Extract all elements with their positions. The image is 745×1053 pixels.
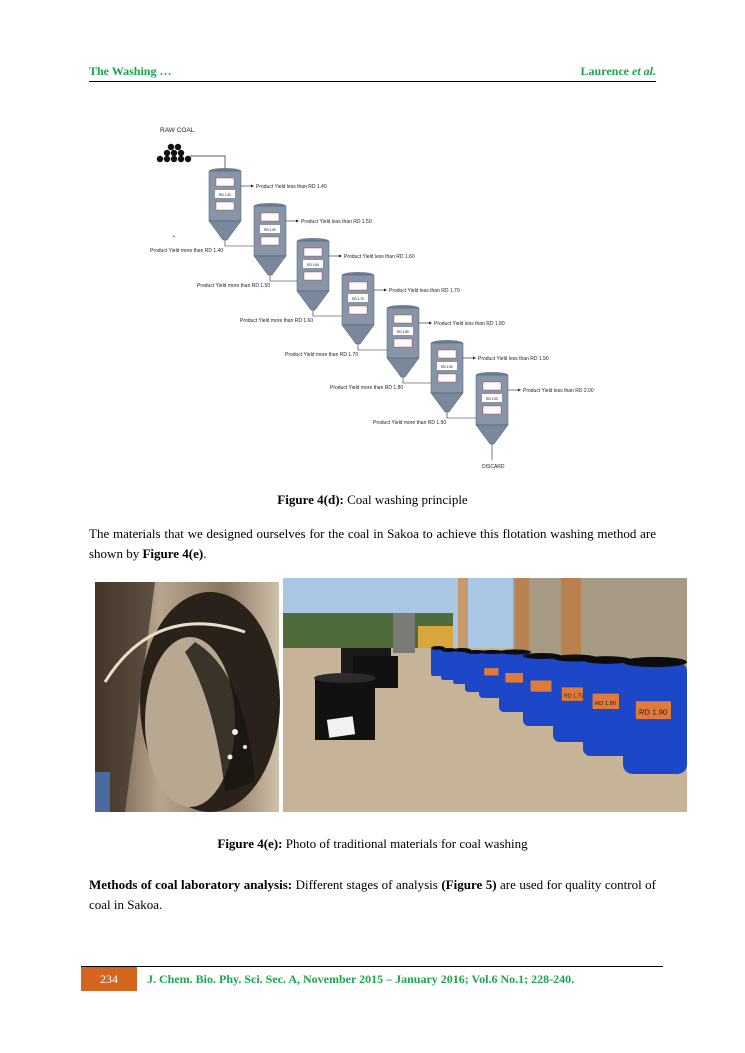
tank-cone-5 xyxy=(387,358,419,377)
sink-product-label-6: Product Yield more than RD 1.90 xyxy=(373,420,447,426)
barrel-label-2: RD 1.80 xyxy=(595,701,617,708)
tank-sink-box-2 xyxy=(261,237,279,245)
journal-citation: J. Chem. Bio. Phy. Sci. Sec. A, November 2015 – January 2016; Vol.6 No.1; 228-240. xyxy=(147,972,575,986)
barrel-label-3: RD 1.70 xyxy=(564,693,584,700)
tank-sink-box-3 xyxy=(304,272,322,280)
footer-rule xyxy=(81,966,663,967)
tank-sink-box-5 xyxy=(394,339,412,347)
header-rule xyxy=(89,81,656,82)
float-product-label-1: Product Yield less than RD 1.40 xyxy=(256,184,327,190)
tank-float-box-3 xyxy=(304,248,322,256)
tank-float-box-4 xyxy=(349,282,367,290)
float-product-label-2: Product Yield less than RD 1.50 xyxy=(301,219,372,225)
stray-mark: • xyxy=(173,234,175,240)
tank-float-box-5 xyxy=(394,315,412,323)
tank-cone-7 xyxy=(476,425,508,444)
tank-float-box-1 xyxy=(216,178,234,186)
barrel-tag-6 xyxy=(505,673,523,683)
barrel-tag-5 xyxy=(484,668,498,675)
float-product-label-6: Product Yield less than RD 1.90 xyxy=(478,356,549,362)
tank-cone-6 xyxy=(431,393,463,412)
tank-sink-box-1 xyxy=(216,202,234,210)
float-arrowhead-6 xyxy=(473,357,476,360)
sink-product-label-1: Product Yield more than RD 1.40 xyxy=(150,248,224,254)
float-arrowhead-5 xyxy=(429,322,432,325)
tank-rd-label-6: RD 1.90 xyxy=(441,365,453,369)
tank-float-box-6 xyxy=(438,350,456,358)
tank-sink-box-7 xyxy=(483,406,501,414)
paragraph-materials: The materials that we designed ourselves for the coal in Sakoa to achieve this flotation washing method are shown by Figure 4(e). xyxy=(89,526,656,561)
page-number: 234 xyxy=(81,967,137,991)
discard-label: DISCARD xyxy=(482,464,505,470)
tank-rd-label-2: RD 1.50 xyxy=(264,228,276,232)
running-header-title: The Washing … xyxy=(89,64,172,78)
separation-tanks xyxy=(150,168,594,460)
photo-metal-funnel xyxy=(95,582,279,812)
photo-barrels xyxy=(283,578,687,812)
barrel-lid-10 xyxy=(623,657,687,667)
barrel-lid-6 xyxy=(499,649,531,654)
tank-rd-label-5: RD 1.80 xyxy=(397,330,409,334)
sink-product-label-2: Product Yield more than RD 1.50 xyxy=(197,283,271,289)
tank-float-box-2 xyxy=(261,213,279,221)
running-header-author: Laurence et al. xyxy=(580,64,656,78)
barrel-tag-7 xyxy=(531,681,552,692)
figure-4d-caption: Figure 4(d): Coal washing principle xyxy=(277,492,468,507)
tank-cone-4 xyxy=(342,325,374,344)
tank-cone-3 xyxy=(297,291,329,310)
tank-rd-label-3: RD 1.60 xyxy=(307,263,319,267)
float-product-label-7: Product Yield less than RD 2.00 xyxy=(523,388,594,394)
float-arrowhead-4 xyxy=(384,289,387,292)
tank-rd-label-4: RD 1.70 xyxy=(352,297,364,301)
figure-4e-caption: Figure 4(e): Photo of traditional materials for coal washing xyxy=(217,836,528,851)
tank-rd-label-7: RD 2.00 xyxy=(486,397,498,401)
tank-rd-label-1: RD 1.40 xyxy=(219,193,231,197)
float-arrowhead-7 xyxy=(518,389,521,392)
float-arrowhead-2 xyxy=(296,220,299,223)
float-arrowhead-1 xyxy=(251,185,254,188)
feed-line xyxy=(190,156,225,168)
raw-coal-label: RAW COAL xyxy=(160,127,195,134)
raw-coal-pile xyxy=(157,144,191,162)
barrel-label-1: RD 1.90 xyxy=(639,707,668,717)
tank-sink-box-4 xyxy=(349,306,367,314)
tank-float-box-7 xyxy=(483,382,501,390)
float-arrowhead-3 xyxy=(339,255,342,258)
float-product-label-5: Product Yield less than RD 1.80 xyxy=(434,321,505,327)
coal-washing-diagram xyxy=(145,120,594,475)
paragraph-methods: Methods of coal laboratory analysis: Different stages of analysis (Figure 5) are used for quality control of coal in Sakoa. xyxy=(89,877,656,912)
tank-sink-box-6 xyxy=(438,374,456,382)
float-product-label-4: Product Yield less than RD 1.70 xyxy=(389,288,460,294)
sink-product-label-4: Product Yield more than RD 1.70 xyxy=(285,352,359,358)
sink-product-label-5: Product Yield more than RD 1.80 xyxy=(330,385,404,391)
sink-product-label-3: Product Yield more than RD 1.60 xyxy=(240,318,314,324)
tank-cone-1 xyxy=(209,221,241,240)
float-product-label-3: Product Yield less than RD 1.60 xyxy=(344,254,415,260)
tank-cone-2 xyxy=(254,256,286,275)
